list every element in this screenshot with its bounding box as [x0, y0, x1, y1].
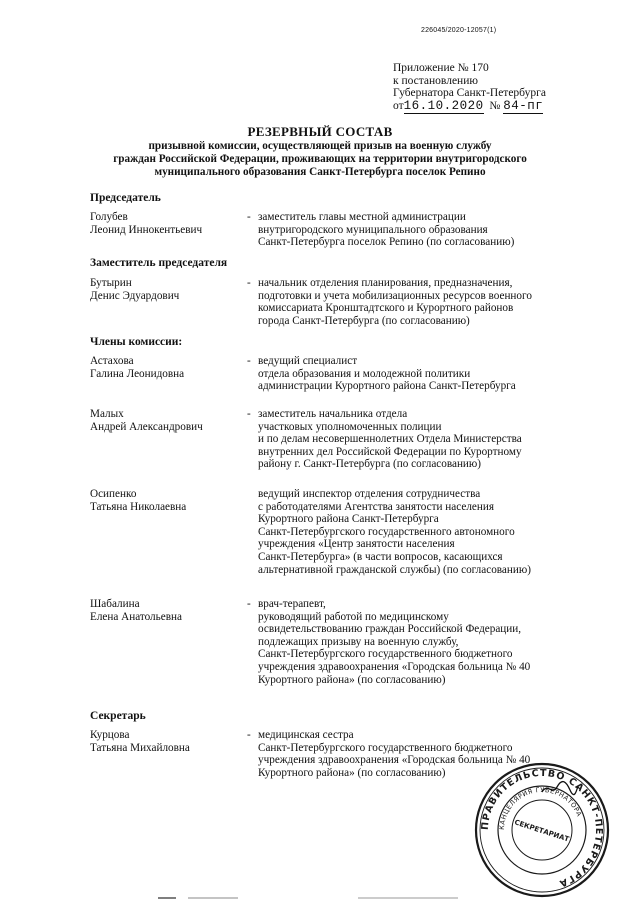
- signature-icon: [540, 778, 580, 798]
- dash: -: [247, 277, 251, 289]
- position-line: города Санкт-Петербурга (по согласованию): [258, 314, 470, 327]
- page-title: РЕЗЕРВНЫЙ СОСТАВ: [247, 124, 393, 139]
- appendix-date-line: [393, 100, 546, 113]
- given-names: Галина Леонидовна: [90, 367, 185, 380]
- member-name: [90, 729, 240, 754]
- position-line: заместитель начальника отдела: [258, 408, 408, 420]
- position-line: Курортного района Санкт-Петербурга: [258, 513, 439, 526]
- subtitle-line: муниципального образования Санкт-Петербурга поселок Репино: [154, 165, 486, 178]
- surname: Голубев: [90, 211, 128, 223]
- appendix-line: Губернатора Санкт-Петербурга: [393, 87, 546, 100]
- position-line: освидетельствованию граждан Российской Федерации,: [258, 623, 522, 636]
- section-heading-chair: Председатель: [90, 192, 161, 204]
- dash: -: [247, 211, 251, 223]
- position-line: и по делам несовершеннолетних Отдела Министерства: [258, 433, 522, 446]
- appendix-line: к постановлению: [393, 74, 478, 87]
- number-sign: №: [489, 99, 501, 112]
- position-line: Санкт-Петербургского государственного бюджетного: [258, 741, 513, 754]
- surname: Шабалина: [90, 598, 140, 610]
- position-line: Курортного района» (по согласованию): [258, 673, 446, 686]
- appendix-block: [393, 62, 546, 112]
- date-prefix: от: [393, 99, 404, 112]
- position-line: Санкт-Петербургского государственного автономного: [258, 525, 515, 538]
- given-names: Елена Анатольевна: [90, 610, 182, 623]
- seal-center-text: СЕКРЕТАРИАТ: [513, 818, 571, 844]
- position-line: начальник отделения планирования, предназначения,: [258, 277, 513, 289]
- position-line: району г. Санкт-Петербурга (по согласованию): [258, 458, 481, 471]
- position-line: внутренних дел Российской Федерации по Курортному: [258, 445, 522, 458]
- position-line: подлежащих призыву на военную службу,: [258, 635, 459, 648]
- member-name: [90, 211, 240, 236]
- dash: -: [247, 408, 251, 420]
- given-names: Андрей Александрович: [90, 420, 203, 433]
- position-line: внутригородского муниципального образования: [258, 223, 488, 236]
- date-value: 16.10.2020: [403, 98, 484, 113]
- position-line: заместитель главы местной администрации: [258, 211, 466, 223]
- section-heading-secretary: Секретарь: [90, 710, 146, 722]
- page-subtitle: [60, 140, 580, 178]
- member-position: [258, 598, 588, 686]
- seal-middle-text: КАНЦЕЛЯРИЯ ГУБЕРНАТОРА: [497, 785, 584, 831]
- member-name: [90, 355, 240, 380]
- subtitle-line: граждан Российской Федерации, проживающих на территории внутригородского: [113, 152, 527, 165]
- appendix-line: Приложение № 170: [393, 62, 489, 74]
- position-line: подготовки и учета мобилизационных ресурсов военного: [258, 289, 532, 302]
- position-line: ведущий инспектор отделения сотрудничества: [258, 488, 481, 500]
- position-line: медицинская сестра: [258, 729, 354, 741]
- member-name: [90, 488, 240, 513]
- position-line: отдела образования и молодежной политики: [258, 367, 471, 380]
- position-line: Санкт-Петербурга» (в части вопросов, касающихся: [258, 550, 503, 563]
- dash: -: [247, 729, 251, 741]
- section-heading-deputy: Заместитель председателя: [90, 257, 228, 269]
- position-line: участковых уполномоченных полиции: [258, 420, 442, 433]
- document-number: 226045/2020-12057(1): [421, 27, 497, 34]
- dash: -: [247, 598, 251, 610]
- member-position: [258, 408, 588, 471]
- position-line: комиссариата Кронштадтского и Курортного районов: [258, 302, 514, 315]
- surname: Бутырин: [90, 277, 132, 289]
- member-position: [258, 488, 588, 576]
- member-name: [90, 277, 240, 302]
- member-name: [90, 408, 240, 433]
- position-line: с работодателями Агентства занятости населения: [258, 500, 494, 513]
- member-position: [258, 355, 588, 393]
- dash: -: [247, 355, 251, 367]
- member-name: [90, 598, 240, 623]
- section-heading-members: Члены комиссии:: [90, 336, 183, 348]
- number-value: 84-пг: [503, 98, 544, 113]
- given-names: Леонид Иннокентьевич: [90, 223, 203, 236]
- surname: Курцова: [90, 729, 130, 741]
- position-line: администрации Курортного района Санкт-Петербурга: [258, 380, 516, 393]
- surname: Малых: [90, 408, 124, 420]
- given-names: Татьяна Николаевна: [90, 500, 187, 513]
- member-position: [258, 211, 588, 249]
- subtitle-line: призывной комиссии, осуществляющей призыв на военную службу: [148, 140, 492, 152]
- surname: Астахова: [90, 355, 134, 367]
- position-line: Санкт-Петербургского государственного бюджетного: [258, 648, 513, 661]
- given-names: Денис Эдуардович: [90, 289, 180, 302]
- position-line: ведущий специалист: [258, 355, 358, 367]
- member-position: [258, 277, 588, 327]
- position-line: учреждения здравоохранения «Городская больница № 40: [258, 754, 531, 767]
- position-line: руководящий работой по медицинскому: [258, 610, 449, 623]
- surname: Осипенко: [90, 488, 137, 500]
- position-line: Санкт-Петербурга поселок Репино (по согласованию): [258, 236, 515, 249]
- position-line: альтернативной гражданской службы) (по согласованию): [258, 563, 531, 576]
- seal-outer-text: ПРАВИТЕЛЬСТВО САНКТ-ПЕТЕРБУРГА: [479, 767, 605, 890]
- position-line: Курортного района» (по согласованию): [258, 766, 446, 779]
- given-names: Татьяна Михайловна: [90, 741, 190, 754]
- position-line: учреждения «Центр занятости населения: [258, 538, 455, 551]
- position-line: врач-терапевт,: [258, 598, 326, 610]
- position-line: учреждения здравоохранения «Городская больница № 40: [258, 660, 531, 673]
- scan-artifact-line: [158, 897, 478, 899]
